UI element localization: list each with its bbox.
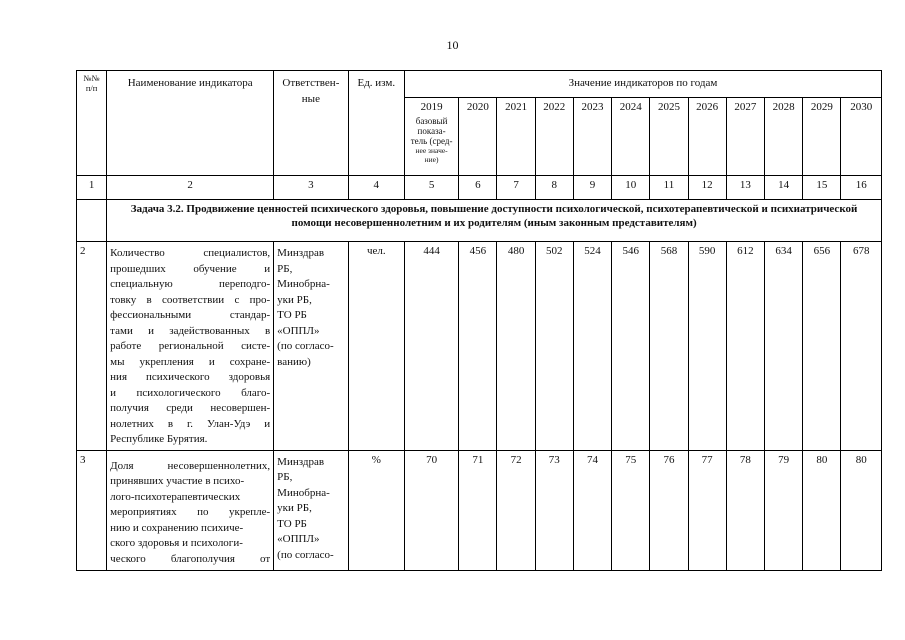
header-year: 2030 (841, 98, 882, 176)
header-values-group-label: Значение индикаторов по годам (568, 77, 718, 90)
name-line: и психологического благо- (110, 386, 271, 399)
value-cell: 72 (497, 450, 535, 570)
header-name (107, 71, 274, 176)
value-cell: 444 (404, 242, 458, 451)
value-cell: 79 (765, 450, 803, 570)
base-note-2: показа- (417, 125, 446, 136)
name-line: ния психического здоровья (110, 371, 271, 383)
section-title: Задача 3.2. Продвижение ценностей психического здоровья, повышение доступности психологической, психотерапевтической и психиатрической помощи несовершеннолетним и их родителям (иным законным представителям) (107, 200, 882, 242)
column-number: 13 (726, 176, 764, 200)
row-number: 2 (77, 242, 107, 451)
value-cell: 70 (404, 450, 458, 570)
header-responsible (274, 71, 348, 176)
value-cell: 546 (612, 242, 650, 451)
name-line: Республике Бурятия. (110, 433, 208, 445)
name-line: фессиональными стандар- (110, 309, 271, 321)
column-number: 10 (612, 176, 650, 200)
base-note-4: нее значе- (415, 145, 448, 155)
resp-line: уки РБ, (277, 293, 312, 306)
name-line: ского здоровья и психологи- (110, 537, 243, 549)
resp-line: ТО РБ (277, 309, 307, 321)
base-year-label: 2019 (420, 101, 443, 113)
value-cell: 456 (459, 242, 497, 451)
indicator-name (107, 242, 274, 451)
name-line: нолетних в г. Улан-Удэ и (110, 417, 271, 430)
column-number: 6 (459, 176, 497, 200)
value-cell: 524 (573, 242, 611, 451)
header-year: 2022 (535, 98, 573, 176)
header-year: 2028 (765, 98, 803, 176)
header-year: 2029 (803, 98, 841, 176)
indicators-table (76, 70, 882, 571)
resp-line: ванию) (277, 355, 311, 368)
column-number: 14 (765, 176, 803, 200)
header-year: 2023 (573, 98, 611, 176)
header-resp-line-1: Ответствен- (282, 77, 340, 89)
value-cell: 678 (841, 242, 882, 451)
resp-line: РБ, (277, 471, 293, 483)
value-cell: 78 (726, 450, 764, 570)
name-line: лого-психотерапевтических (110, 490, 241, 503)
name-line: ческого благополучия от (110, 552, 271, 565)
resp-line: Минздрав (277, 455, 325, 468)
column-number: 8 (535, 176, 573, 200)
column-number: 7 (497, 176, 535, 200)
name-line: товку в соответствии с про- (110, 293, 271, 306)
header-row-top (77, 71, 882, 98)
base-note-3: тель (сред- (410, 135, 453, 146)
header-base-year (404, 98, 458, 176)
header-year: 2020 (459, 98, 497, 176)
table-row (77, 450, 882, 570)
header-name-label: Наименование индикатора (127, 77, 253, 89)
value-cell: 80 (803, 450, 841, 570)
resp-line: Минздрав (277, 247, 325, 259)
header-unit-label: Ед. изм. (357, 77, 396, 89)
column-number: 9 (573, 176, 611, 200)
section-row (77, 200, 882, 242)
value-cell: 612 (726, 242, 764, 451)
value-cell: 480 (497, 242, 535, 451)
header-values-group (404, 71, 881, 98)
header-year: 2025 (650, 98, 688, 176)
resp-line: (по согласо- (277, 340, 334, 352)
value-cell: 71 (459, 450, 497, 570)
resp-line: ТО РБ (277, 517, 307, 530)
column-numbers-row (77, 176, 882, 200)
unit: чел. (348, 242, 404, 451)
header-num (77, 71, 107, 176)
unit: % (348, 450, 404, 570)
value-cell: 590 (688, 242, 726, 451)
header-num-line-2: п/п (85, 83, 98, 93)
header-num-line-1: №№ (83, 73, 100, 83)
header-unit (348, 71, 404, 176)
name-line: получия среди несовершен- (110, 402, 271, 414)
name-line: мы укрепления и сохране- (110, 355, 271, 368)
column-number: 16 (841, 176, 882, 200)
responsible (274, 450, 348, 570)
column-number: 3 (274, 176, 348, 200)
indicator-name (107, 450, 274, 570)
table-row (77, 242, 882, 451)
resp-line: уки РБ, (277, 502, 312, 514)
column-number: 1 (77, 176, 107, 200)
page-number: 10 (446, 38, 459, 52)
header-year: 2021 (497, 98, 535, 176)
name-line: тами и задействованных в (110, 324, 271, 337)
header-year: 2026 (688, 98, 726, 176)
column-number: 4 (348, 176, 404, 200)
base-note-5: ние) (424, 154, 439, 164)
value-cell: 74 (573, 450, 611, 570)
name-line: нию и сохранению психиче- (110, 521, 244, 534)
section-num-cell (77, 200, 107, 242)
header-year: 2027 (726, 98, 764, 176)
value-cell: 80 (841, 450, 882, 570)
column-number: 2 (107, 176, 274, 200)
header-year: 2024 (612, 98, 650, 176)
resp-line: Минобрна- (277, 486, 330, 499)
column-number: 11 (650, 176, 688, 200)
value-cell: 73 (535, 450, 573, 570)
name-line: Количество специалистов, (110, 247, 271, 259)
name-line: прошедших обучение и (110, 262, 271, 275)
value-cell: 75 (612, 450, 650, 570)
value-cell: 76 (650, 450, 688, 570)
column-number: 5 (404, 176, 458, 200)
resp-line: (по согласо- (277, 548, 334, 561)
name-line: мероприятиях по укрепле- (110, 506, 271, 518)
name-line: принявших участие в психо- (110, 475, 245, 487)
resp-line: Минобрна- (277, 278, 330, 290)
name-line: Доля несовершеннолетних, (110, 459, 271, 472)
value-cell: 634 (765, 242, 803, 451)
resp-line: РБ, (277, 262, 293, 275)
responsible (274, 242, 348, 451)
column-number: 12 (688, 176, 726, 200)
resp-line: «ОППЛ» (277, 533, 320, 545)
value-cell: 656 (803, 242, 841, 451)
name-line: специальную переподго- (110, 278, 271, 290)
value-cell: 568 (650, 242, 688, 451)
column-number: 15 (803, 176, 841, 200)
name-line: работе региональной систе- (110, 340, 271, 352)
resp-line: «ОППЛ» (277, 324, 320, 337)
base-note-1: базовый (415, 115, 448, 126)
value-cell: 77 (688, 450, 726, 570)
row-number: 3 (77, 450, 107, 570)
header-resp-line-2: ные (301, 92, 320, 105)
value-cell: 502 (535, 242, 573, 451)
